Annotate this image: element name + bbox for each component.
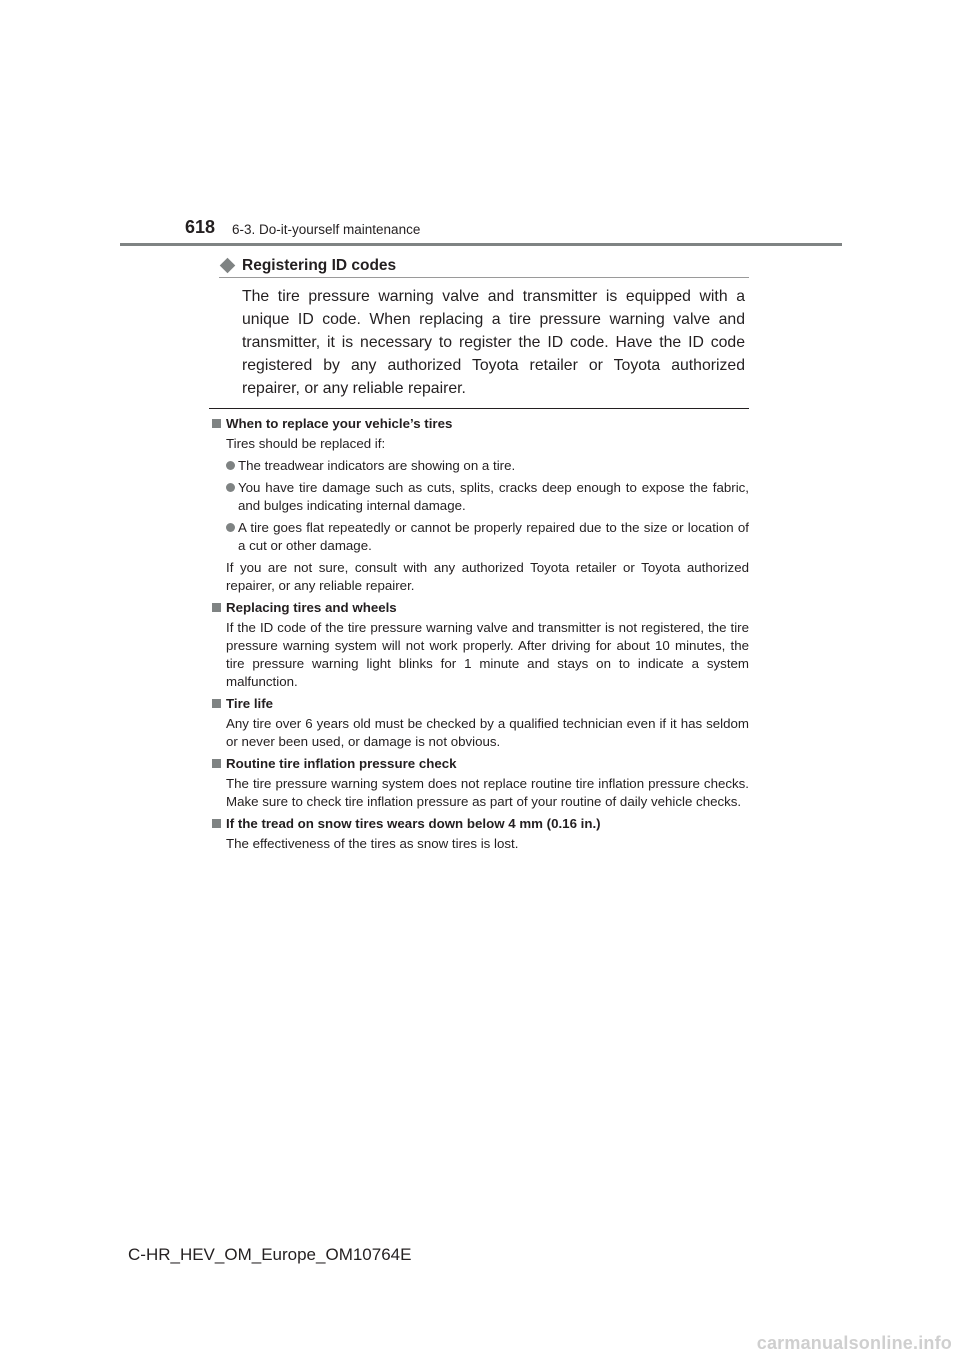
note-title: Routine tire inflation pressure check: [211, 755, 749, 773]
note-text: If the ID code of the tire pressure warning valve and transmitter is not registered, the tire pressure warning system will not work properly. After driving for about 10 minutes, the tire pressure warning light blinks for 1 minute and stays on to indicate a system malfunction.: [226, 620, 749, 689]
registering-body: The tire pressure warning valve and transmitter is equipped with a unique ID code. When replacing a tire pressure warning valve and transmitter, it is necessary to register the ID code. Have the ID code registered by any authorized Toyota retailer or Toyota authorized repairer, or any reliable repairer.: [242, 288, 745, 397]
note-snow-tires: [211, 815, 749, 853]
square-bullet-icon: [212, 419, 221, 428]
circle-bullet-icon: [226, 461, 235, 470]
note-title: Replacing tires and wheels: [211, 599, 749, 617]
square-bullet-icon: [212, 819, 221, 828]
notes-rule: [209, 408, 749, 409]
note-routine-check: [211, 755, 749, 811]
circle-bullet-icon: [226, 523, 235, 532]
notes-section: [211, 415, 749, 857]
list-item: A tire goes flat repeatedly or cannot be properly repaired due to the size or location of a cut or other damage.: [226, 519, 749, 555]
watermark: carmanualsonline.info: [756, 1333, 952, 1353]
page-number: 618: [185, 217, 216, 237]
note-tire-life: [211, 695, 749, 751]
note-text: Any tire over 6 years old must be checked by a qualified technician even if it has seldom or never been used, or damage is not obvious.: [226, 716, 749, 749]
registering-heading: [219, 255, 396, 277]
footer-doc-code: C-HR_HEV_OM_Europe_OM10764E: [128, 1245, 412, 1264]
list-item: The treadwear indicators are showing on a tire.: [226, 457, 749, 475]
header-rule: [120, 243, 842, 246]
note-when-to-replace: [211, 415, 749, 595]
square-bullet-icon: [212, 759, 221, 768]
registering-heading-text: Registering ID codes: [242, 257, 397, 274]
note-text: The effectiveness of the tires as snow tires is lost.: [226, 836, 519, 851]
note-text: Tires should be replaced if:: [226, 436, 386, 451]
note-title: Tire life: [211, 695, 749, 713]
square-bullet-icon: [212, 699, 221, 708]
square-bullet-icon: [212, 603, 221, 612]
diamond-icon: [220, 258, 236, 274]
note-replacing-tires: [211, 599, 749, 691]
circle-bullet-icon: [226, 483, 235, 492]
section-title: 6-3. Do-it-yourself maintenance: [232, 222, 421, 237]
note-title: When to replace your vehicle’s tires: [211, 415, 749, 433]
list-item: You have tire damage such as cuts, splits, cracks deep enough to expose the fabric, and bulges indicating internal damage.: [226, 479, 749, 515]
subhead-rule: [219, 277, 749, 278]
note-text-after: If you are not sure, consult with any authorized Toyota retailer or Toyota authorized repairer, or any reliable repairer.: [226, 560, 749, 593]
note-text: The tire pressure warning system does not replace routine tire inflation pressure checks. Make sure to check tire inflation pressure as part of your routine of daily vehicle checks.: [226, 776, 749, 809]
note-title: If the tread on snow tires wears down below 4 mm (0.16 in.): [211, 815, 749, 833]
